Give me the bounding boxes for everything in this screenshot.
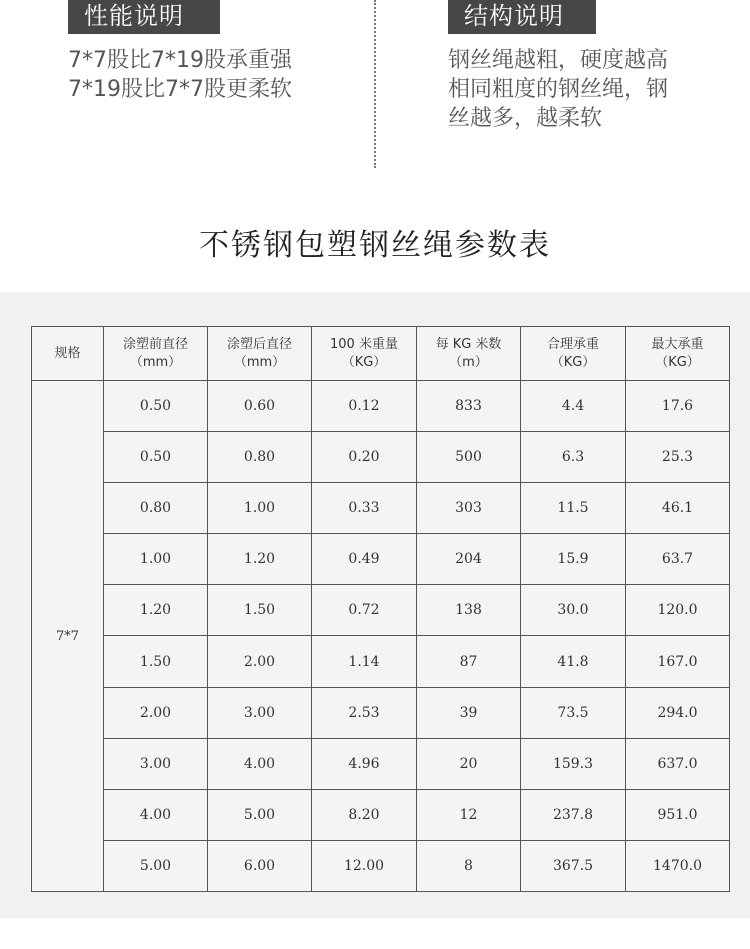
table-cell: 6.3: [521, 432, 626, 483]
structure-tag: 结构说明: [448, 0, 596, 34]
table-cell: 25.3: [626, 432, 730, 483]
structure-description: [448, 46, 708, 133]
table-cell: 12.00: [312, 840, 417, 891]
table-section: [0, 292, 750, 918]
header-unit: （mm）: [233, 354, 286, 370]
structure-line: 相同粗度的钢丝绳，钢: [448, 77, 669, 102]
structure-line: 钢丝绳越粗，硬度越高: [448, 48, 669, 73]
header-rated-load: [521, 327, 626, 381]
header-text: 最大承重: [651, 336, 704, 352]
table-cell: 73.5: [521, 687, 626, 738]
table-row: [32, 585, 730, 636]
bottom-band: [0, 918, 750, 949]
header-unit: （KG）: [655, 354, 700, 370]
header-text: 每 KG 米数: [435, 336, 502, 352]
header-text: 100 米重量: [330, 336, 398, 352]
table-cell: 1.50: [208, 585, 312, 636]
table-cell: 39: [417, 687, 521, 738]
dotted-divider: [374, 0, 376, 168]
header-spec: [32, 327, 104, 381]
structure-line: 丝越多，越柔软: [448, 106, 603, 131]
parameter-table: [31, 326, 730, 892]
header-unit: （KG）: [341, 354, 387, 370]
table-cell: 2.00: [208, 636, 312, 687]
table-cell: 46.1: [626, 483, 730, 534]
table-cell: 138: [417, 585, 521, 636]
table-cell: 237.8: [521, 789, 626, 840]
table-cell: 120.0: [626, 585, 730, 636]
table-cell: 0.50: [104, 381, 208, 432]
table-cell: 4.00: [104, 789, 208, 840]
table-cell: 167.0: [626, 636, 730, 687]
table-cell: 0.60: [208, 381, 312, 432]
table-row: [32, 483, 730, 534]
table-cell: 41.8: [521, 636, 626, 687]
table-row: [32, 687, 730, 738]
header-text: 涂塑后直径: [226, 336, 292, 352]
header-text: 规格: [54, 345, 81, 361]
table-cell: 0.50: [104, 432, 208, 483]
table-cell: 951.0: [626, 789, 730, 840]
table-cell: 294.0: [626, 687, 730, 738]
table-cell: 0.80: [208, 432, 312, 483]
performance-description: [68, 46, 368, 104]
table-row: [32, 738, 730, 789]
table-row: [32, 432, 730, 483]
table-row: [32, 789, 730, 840]
table-cell: 0.72: [312, 585, 417, 636]
header-unit: （m）: [449, 354, 488, 370]
header-diameter-before: [104, 327, 208, 381]
performance-tag: 性能说明: [68, 0, 220, 34]
table-cell: 12: [417, 789, 521, 840]
table-cell: 159.3: [521, 738, 626, 789]
table-cell: 5.00: [208, 789, 312, 840]
table-cell: 2.53: [312, 687, 417, 738]
header-meters-per-kg: [417, 327, 521, 381]
table-cell: 11.5: [521, 483, 626, 534]
table-cell: 0.20: [312, 432, 417, 483]
table-cell: 4.00: [208, 738, 312, 789]
table-cell: 2.00: [104, 687, 208, 738]
table-cell: 1.14: [312, 636, 417, 687]
table-cell: 0.49: [312, 534, 417, 585]
table-row: [32, 840, 730, 891]
table-cell: 1.00: [104, 534, 208, 585]
table-row: [32, 381, 730, 432]
performance-line: 7*7股比7*19股承重强: [68, 48, 292, 73]
table-cell: 1.00: [208, 483, 312, 534]
table-cell: 6.00: [208, 840, 312, 891]
header-text: 涂塑前直径: [122, 336, 188, 352]
table-body: [32, 381, 730, 892]
table-cell: 303: [417, 483, 521, 534]
table-header-row: [32, 327, 730, 381]
table-cell: 0.80: [104, 483, 208, 534]
table-cell: 5.00: [104, 840, 208, 891]
table-cell: 1.50: [104, 636, 208, 687]
header-unit: （KG）: [550, 354, 596, 370]
header-unit: （mm）: [129, 354, 182, 370]
top-section: [0, 0, 750, 290]
table-cell: 30.0: [521, 585, 626, 636]
table-cell: 15.9: [521, 534, 626, 585]
header-diameter-after: [208, 327, 312, 381]
table-row: [32, 636, 730, 687]
table-row: [32, 534, 730, 585]
table-cell: 1.20: [208, 534, 312, 585]
header-weight-100m: [312, 327, 417, 381]
table-cell: 17.6: [626, 381, 730, 432]
table-cell: 637.0: [626, 738, 730, 789]
header-text: 合理承重: [546, 336, 599, 352]
table-cell: 367.5: [521, 840, 626, 891]
table-cell: 20: [417, 738, 521, 789]
performance-line: 7*19股比7*7股更柔软: [68, 77, 292, 102]
table-cell: 8.20: [312, 789, 417, 840]
table-cell: 4.4: [521, 381, 626, 432]
table-cell: 3.00: [104, 738, 208, 789]
table-cell: 63.7: [626, 534, 730, 585]
table-cell: 0.12: [312, 381, 417, 432]
table-cell: 8: [417, 840, 521, 891]
page-title: 不锈钢包塑钢丝绳参数表: [199, 228, 551, 263]
table-cell: 87: [417, 636, 521, 687]
table-cell: 204: [417, 534, 521, 585]
table-cell: 3.00: [208, 687, 312, 738]
table-cell: 1470.0: [626, 840, 730, 891]
table-cell: 0.33: [312, 483, 417, 534]
table-cell: 500: [417, 432, 521, 483]
header-max-load: [626, 327, 730, 381]
table-cell: 833: [417, 381, 521, 432]
spec-cell: 7*7: [32, 381, 104, 892]
table-cell: 4.96: [312, 738, 417, 789]
table-cell: 1.20: [104, 585, 208, 636]
